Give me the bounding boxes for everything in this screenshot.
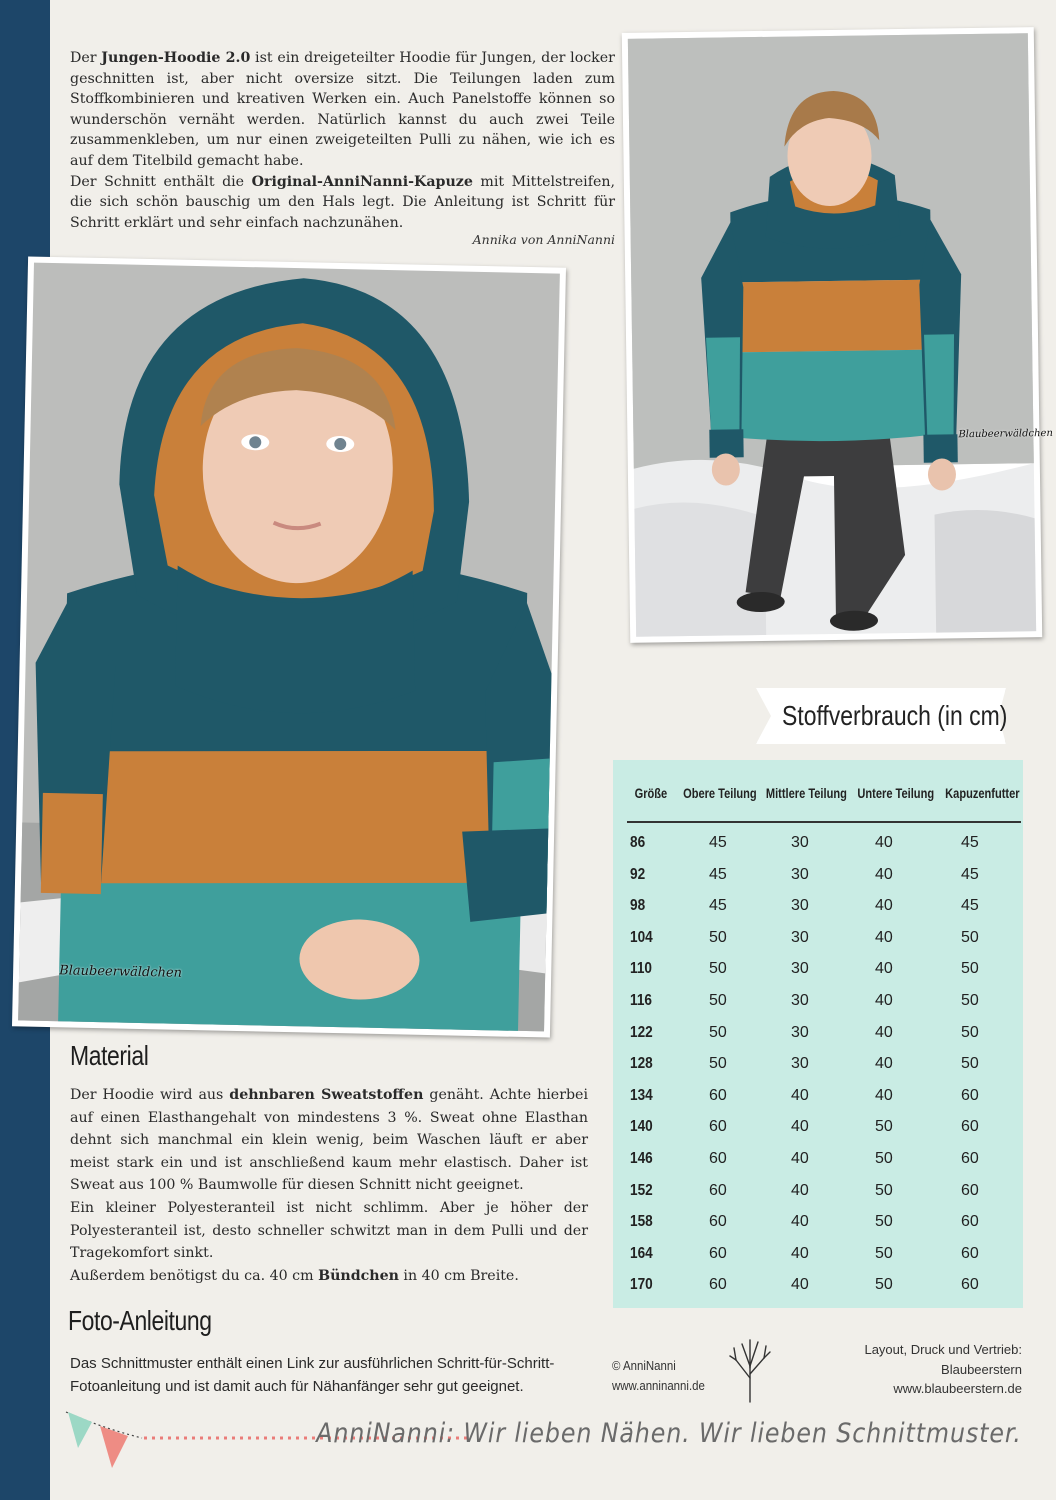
value-cell: 50 — [709, 1023, 727, 1041]
material-title: Material — [70, 1040, 149, 1071]
value-cell: 30 — [791, 834, 809, 851]
value-cell: 30 — [791, 992, 809, 1009]
value-cell: 50 — [875, 1276, 893, 1294]
value-cell: 50 — [875, 1244, 893, 1262]
table-header-row — [613, 786, 1023, 810]
photo-boy-portrait — [12, 256, 566, 1037]
size-cell: 170 — [630, 1276, 653, 1294]
header-top-part: Obere Teilung — [683, 786, 757, 801]
value-cell: 50 — [875, 1213, 893, 1231]
value-cell: 40 — [875, 865, 893, 883]
photo-boy-walking — [622, 27, 1053, 643]
table-row — [613, 1118, 1023, 1148]
value-cell: 40 — [875, 1086, 893, 1104]
value-cell: 60 — [961, 1086, 979, 1104]
photo-watermark-right: Blaubeerwäldchen — [958, 427, 1053, 441]
table-row — [613, 834, 1023, 864]
value-cell: 50 — [709, 1055, 727, 1073]
table-row — [613, 866, 1023, 896]
value-cell: 60 — [961, 1150, 979, 1167]
value-cell: 50 — [961, 928, 979, 946]
size-cell: 152 — [630, 1181, 653, 1199]
value-cell: 50 — [875, 1181, 893, 1199]
value-cell: 50 — [709, 928, 727, 946]
value-cell: 60 — [961, 1118, 979, 1136]
table-row — [613, 992, 1023, 1022]
copyright-text: © AnniNanni — [612, 1358, 676, 1373]
size-cell: 122 — [630, 1023, 653, 1041]
value-cell: 30 — [791, 1055, 809, 1073]
table-row — [613, 897, 1023, 927]
author-signature: Annika von AnniNanni — [472, 232, 615, 247]
credits-label: Layout, Druck und Vertrieb: — [864, 1342, 1022, 1357]
value-cell: 50 — [961, 992, 979, 1009]
value-cell: 30 — [791, 1023, 809, 1041]
value-cell: 60 — [709, 1181, 727, 1199]
table-row — [613, 1245, 1023, 1275]
value-cell: 50 — [875, 1118, 893, 1136]
value-cell: 45 — [709, 865, 727, 883]
value-cell: 40 — [875, 834, 893, 851]
value-cell: 50 — [961, 1023, 979, 1041]
copyright-block — [612, 1356, 705, 1396]
table-row — [613, 1087, 1023, 1117]
value-cell: 60 — [709, 1086, 727, 1104]
value-cell: 40 — [875, 992, 893, 1009]
table-row — [613, 960, 1023, 990]
value-cell: 40 — [791, 1276, 809, 1294]
value-cell: 40 — [875, 960, 893, 978]
value-cell: 40 — [791, 1118, 809, 1136]
value-cell: 40 — [875, 1023, 893, 1041]
tree-icon — [728, 1338, 772, 1404]
size-cell: 128 — [630, 1055, 653, 1073]
value-cell: 40 — [791, 1086, 809, 1104]
size-cell: 164 — [630, 1244, 653, 1262]
size-cell: 98 — [630, 897, 646, 915]
value-cell: 40 — [791, 1181, 809, 1199]
size-cell: 146 — [630, 1150, 653, 1167]
table-row — [613, 1024, 1023, 1054]
value-cell: 45 — [961, 865, 979, 883]
value-cell: 60 — [709, 1213, 727, 1231]
value-cell: 30 — [791, 897, 809, 915]
table-row — [613, 1213, 1023, 1243]
table-row — [613, 1276, 1023, 1306]
value-cell: 50 — [961, 960, 979, 978]
value-cell: 60 — [709, 1244, 727, 1262]
table-header-divider — [627, 821, 1021, 823]
foto-anleitung-text: Das Schnittmuster enthält einen Link zur ausführlichen Schritt-für-Schritt-Fotoanleitung und ist damit auch für Nähanfänger sehr gut geeignet. — [70, 1355, 555, 1395]
size-cell: 104 — [630, 928, 653, 946]
value-cell: 45 — [709, 834, 727, 851]
size-cell: 86 — [630, 834, 646, 851]
value-cell: 50 — [709, 960, 727, 978]
credits-block — [864, 1340, 1022, 1399]
header-size: Größe — [634, 786, 668, 801]
intro-text: Der Jungen-Hoodie 2.0 ist ein dreigeteilter Hoodie für Jungen, der locker geschnitten ist, aber nicht oversize sitzt. Die Teilungen laden zum Stoffkombinieren und kreativen Werken ein. Auch Panelstoffe können so wunderschön vernäht werden. Natürlich kannst du auch zwei Teile zusammenkleben, um nur einen zweigeteilten Pulli zu nähen, wie ich es auf dem Titelbild gemacht habe. Der Schnitt enthält die Original-AnniNanni-Kapuze mit Mittelstreifen, die sich schön bauschig um den Hals legt. Die Anleitung ist Schritt für Schritt erklärt und sehr einfach nachzunähen. — [70, 50, 616, 231]
value-cell: 30 — [791, 960, 809, 978]
value-cell: 50 — [709, 992, 727, 1009]
size-cell: 134 — [630, 1086, 653, 1104]
size-cell: 158 — [630, 1213, 653, 1231]
size-cell: 116 — [630, 992, 652, 1009]
value-cell: 30 — [791, 865, 809, 883]
value-cell: 45 — [961, 897, 979, 915]
header-middle-part: Mittlere Teilung — [765, 786, 847, 801]
value-cell: 60 — [709, 1150, 727, 1167]
value-cell: 60 — [961, 1244, 979, 1262]
value-cell: 30 — [791, 928, 809, 946]
fabric-table-title: Stoffverbrauch (in cm) — [782, 700, 1008, 731]
photo-portrait-illustration — [18, 263, 560, 1032]
website-link[interactable]: www.anninanni.de — [612, 1378, 705, 1393]
value-cell: 40 — [791, 1213, 809, 1231]
header-bottom-part: Untere Teilung — [857, 786, 935, 801]
credits-company: Blaubeerstern — [941, 1361, 1022, 1377]
value-cell: 60 — [709, 1276, 727, 1294]
size-cell: 92 — [630, 865, 646, 883]
photo-walking-illustration — [628, 33, 1036, 637]
size-cell: 110 — [630, 960, 652, 978]
table-row — [613, 929, 1023, 959]
value-cell: 45 — [961, 834, 979, 851]
value-cell: 60 — [961, 1213, 979, 1231]
value-cell: 50 — [875, 1150, 893, 1167]
value-cell: 40 — [875, 928, 893, 946]
header-hood-lining: Kapuzenfutter — [945, 786, 1020, 801]
credits-website[interactable]: www.blaubeerstern.de — [893, 1381, 1022, 1396]
value-cell: 60 — [961, 1276, 979, 1294]
value-cell: 50 — [961, 1055, 979, 1073]
value-cell: 40 — [791, 1150, 809, 1167]
table-row — [613, 1150, 1023, 1180]
value-cell: 40 — [875, 897, 893, 915]
table-row — [613, 1055, 1023, 1085]
foto-anleitung-title: Foto-Anleitung — [68, 1305, 212, 1336]
size-cell: 140 — [630, 1118, 653, 1136]
footer-slogan: AnniNanni: Wir lieben Nähen. Wir lieben Schnittmuster. — [316, 1418, 1022, 1449]
value-cell: 45 — [709, 897, 727, 915]
photo-watermark-left: Blaubeerwäldchen — [59, 963, 183, 981]
value-cell: 60 — [709, 1118, 727, 1136]
value-cell: 40 — [791, 1244, 809, 1262]
value-cell: 60 — [961, 1181, 979, 1199]
material-text: Der Hoodie wird aus dehnbaren Sweatstoffen genäht. Achte hierbei auf einen Elasthangehalt von mindestens 3 %. Sweat ohne Elasthan dehnt sich manchmal ein klein wenig, beim Waschen läuft er aber meist stark ein und ist anschließend kaum mehr elastisch. Daher ist Sweat aus 100 % Baumwolle für diesen Schnitt nicht geeignet. Ein kleiner Polyesteranteil ist nicht schlimm. Aber je höher der Polyesteranteil ist, desto schneller schwitzt man in dem Pulli und der Tragekomfort sinkt. Außerdem benötigst du ca. 40 cm Bündchen in 40 cm Breite. — [70, 1087, 588, 1284]
fabric-table — [613, 760, 1023, 1308]
table-row — [613, 1182, 1023, 1212]
value-cell: 40 — [875, 1055, 893, 1073]
